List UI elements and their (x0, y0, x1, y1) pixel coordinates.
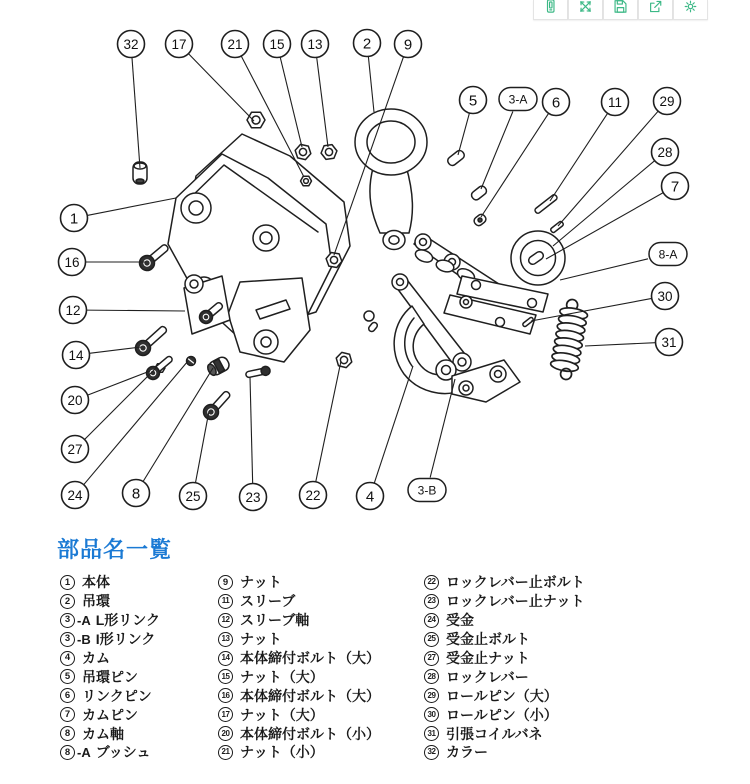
svg-text:31: 31 (661, 334, 677, 350)
part-name: 受金止ボルト (446, 631, 530, 648)
parts-list-item (60, 705, 218, 724)
svg-text:6: 6 (551, 94, 561, 112)
svg-text:3-B: 3-B (417, 483, 437, 498)
part-number-suffix: -A (77, 744, 91, 760)
circled-number-badge: 31 (424, 726, 439, 741)
part-name: 本体締付ボルト（大） (240, 650, 380, 667)
svg-text:29: 29 (659, 93, 675, 109)
callout-28 (553, 139, 679, 247)
callout-5 (458, 87, 487, 156)
callout-13 (302, 31, 329, 148)
callout-15 (264, 31, 303, 148)
callout-25 (180, 411, 210, 510)
part-name: ナット (240, 631, 282, 648)
parts-list (0, 527, 750, 762)
svg-text:1: 1 (69, 210, 79, 228)
circled-number-badge: 2 (60, 594, 75, 609)
part-name: 吊環ピン (82, 668, 138, 685)
callout-22 (300, 361, 342, 509)
svg-text:25: 25 (185, 488, 201, 504)
circled-number-badge: 8 (60, 726, 75, 741)
toolbar (533, 0, 708, 20)
circled-number-badge: 29 (424, 688, 439, 703)
parts-list-item (218, 630, 424, 649)
pin-6 (473, 213, 488, 227)
part-name: ナット（小） (240, 744, 324, 761)
parts-list-item (218, 705, 424, 724)
callout-1 (61, 198, 177, 232)
part-name: 本体締付ボルト（小） (240, 725, 380, 742)
parts-list-item (424, 667, 724, 686)
bolt-25 (200, 388, 234, 423)
parts-list-item (60, 667, 218, 686)
parts-list-item (424, 573, 724, 592)
svg-text:8-A: 8-A (658, 247, 678, 262)
svg-text:5: 5 (468, 92, 478, 110)
part-name: 受金止ナット (446, 650, 530, 667)
callout-23 (240, 377, 267, 511)
parts-list-item (218, 686, 424, 705)
parts-list-item (60, 743, 218, 762)
parts-list-item (424, 649, 724, 668)
circled-number-badge: 23 (424, 594, 439, 609)
parts-list-item (218, 611, 424, 630)
part-name: ロールピン（大） (446, 687, 558, 704)
svg-text:9: 9 (403, 36, 413, 54)
svg-text:20: 20 (67, 392, 83, 408)
toolbar-button-mobile[interactable] (533, 0, 568, 20)
parts-list-item (60, 724, 218, 743)
callout-3-B (408, 379, 455, 502)
callout-12 (60, 297, 186, 324)
parts-list-item (60, 686, 218, 705)
svg-text:16: 16 (64, 254, 80, 270)
part-name: スリーブ (240, 593, 296, 610)
part-name: リンクピン (82, 687, 152, 704)
callout-20 (62, 371, 151, 414)
svg-text:13: 13 (307, 36, 323, 52)
circled-number-badge: 5 (60, 669, 75, 684)
nut-17 (247, 112, 265, 128)
parts-list-item (424, 611, 724, 630)
parts-list-item (424, 686, 724, 705)
part-name: ロックレバー止ナット (446, 593, 585, 610)
toolbar-button-fullscreen[interactable] (568, 0, 603, 20)
part-name: カム軸 (82, 725, 124, 742)
parts-list-item (60, 611, 218, 630)
svg-text:24: 24 (67, 487, 83, 503)
svg-text:23: 23 (245, 489, 261, 505)
nut-13 (320, 144, 338, 160)
callout-14 (63, 342, 142, 369)
parts-list-item (218, 724, 424, 743)
part-name: 本体締付ボルト（大） (240, 687, 380, 704)
svg-text:12: 12 (65, 302, 81, 318)
toolbar-button-share[interactable] (638, 0, 673, 20)
parts-list-item (424, 630, 724, 649)
svg-text:8: 8 (131, 485, 141, 503)
circled-number-badge: 12 (218, 613, 233, 628)
part-name: ナット（大） (240, 706, 324, 723)
svg-text:21: 21 (227, 36, 243, 52)
parts-list-column-2 (218, 573, 424, 762)
svg-text:28: 28 (657, 144, 673, 160)
circled-number-badge: 14 (218, 651, 233, 666)
parts-list-item (218, 592, 424, 611)
svg-text:7: 7 (670, 178, 680, 196)
circled-number-badge: 20 (218, 726, 233, 741)
pin-5 (446, 149, 466, 167)
svg-text:27: 27 (67, 441, 83, 457)
part-name: カムピン (82, 706, 138, 723)
rollpin-29 (550, 221, 564, 234)
part-name: 吊環 (82, 593, 110, 610)
part-name: カム (82, 650, 110, 667)
circled-number-badge: 4 (60, 651, 75, 666)
part-name: スリーブ軸 (240, 612, 310, 629)
parts-list-title: 部品名一覧 (57, 537, 173, 562)
parts-list-item (60, 630, 218, 649)
svg-text:15: 15 (269, 36, 285, 52)
callout-32 (118, 31, 145, 169)
circled-number-badge: 27 (424, 651, 439, 666)
mobile-icon (543, 0, 558, 14)
lifting-eye (355, 109, 427, 250)
svg-text:11: 11 (607, 94, 623, 110)
bolt-14 (132, 322, 170, 358)
pin-3a (470, 185, 488, 202)
sleeve-11 (534, 194, 558, 214)
part-name: ロックレバー止ボルト (446, 574, 585, 591)
part-name: ナット (240, 574, 282, 591)
circled-number-badge: 15 (218, 669, 233, 684)
circled-number-badge: 11 (218, 594, 233, 609)
callout-2 (354, 30, 381, 113)
circled-number-badge: 9 (218, 575, 233, 590)
circled-number-badge: 25 (424, 632, 439, 647)
circled-number-badge: 24 (424, 613, 439, 628)
parts-list-item (424, 705, 724, 724)
circled-number-badge: 13 (218, 632, 233, 647)
callout-4 (357, 366, 414, 510)
clevis-block (184, 275, 230, 334)
parts-list-columns (60, 573, 750, 762)
svg-text:2: 2 (362, 35, 372, 53)
parts-list-item (424, 743, 724, 762)
nut-15 (294, 144, 313, 161)
parts-list-item (218, 573, 424, 592)
bolt-16 (136, 241, 171, 274)
svg-text:30: 30 (657, 288, 673, 304)
circled-number-badge: 32 (424, 745, 439, 760)
parts-list-item (60, 649, 218, 668)
callout-30 (531, 283, 679, 322)
callout-8-A (560, 243, 687, 281)
circled-number-badge: 30 (424, 707, 439, 722)
svg-text:17: 17 (171, 36, 187, 52)
part-number-suffix: -A (77, 612, 91, 628)
nut-21 (301, 176, 312, 186)
svg-text:22: 22 (305, 487, 321, 503)
nut-22 (335, 351, 354, 368)
coil-spring (548, 298, 589, 382)
part-name: ロールピン（小） (446, 706, 558, 723)
svg-text:32: 32 (123, 36, 139, 52)
part-name: 引張コイルバネ (446, 725, 543, 742)
parts-list-item (60, 573, 218, 592)
circled-number-badge: 6 (60, 688, 75, 703)
callout-31 (585, 329, 683, 356)
circled-number-badge: 16 (218, 688, 233, 703)
part-number-suffix: -B (77, 631, 91, 647)
parts-list-item (218, 743, 424, 762)
svg-text:3-A: 3-A (508, 92, 528, 107)
circled-number-badge: 21 (218, 745, 233, 760)
callout-16 (59, 249, 147, 276)
part-name: ナット（大） (240, 668, 324, 685)
part-name: I形リンク (95, 631, 156, 648)
toolbar-button-save[interactable] (603, 0, 638, 20)
share-icon (648, 0, 663, 14)
toolbar-button-settings[interactable] (673, 0, 708, 20)
pin-23 (245, 366, 271, 380)
save-icon (613, 0, 628, 14)
fullscreen-icon (578, 0, 593, 14)
circled-number-badge: 28 (424, 669, 439, 684)
svg-text:14: 14 (68, 347, 84, 363)
parts-list-item (424, 724, 724, 743)
circled-number-badge: 8 (60, 745, 75, 760)
part-name: ブッシュ (95, 744, 151, 761)
parts-list-item (60, 592, 218, 611)
parts-list-column-1 (60, 573, 218, 762)
part-name: カラー (446, 744, 488, 761)
lock-lever-ring (511, 231, 565, 285)
part-name: L形リンク (95, 612, 160, 629)
circled-number-badge: 3 (60, 632, 75, 647)
body-sub-plate (228, 278, 310, 362)
parts-list-item (218, 667, 424, 686)
circled-number-badge: 7 (60, 707, 75, 722)
circled-number-badge: 3 (60, 613, 75, 628)
part-name: 本体 (82, 574, 110, 591)
part-name: ロックレバー (446, 668, 529, 685)
parts-list-item (218, 649, 424, 668)
parts-list-item (424, 592, 724, 611)
parts-list-column-3 (424, 573, 724, 762)
circled-number-badge: 22 (424, 575, 439, 590)
part-name: 受金 (446, 612, 474, 629)
bolt-20 (144, 353, 176, 383)
settings-icon (683, 0, 698, 14)
circled-number-badge: 17 (218, 707, 233, 722)
ball-stud (364, 311, 379, 333)
circled-number-badge: 1 (60, 575, 75, 590)
svg-text:4: 4 (365, 488, 375, 506)
